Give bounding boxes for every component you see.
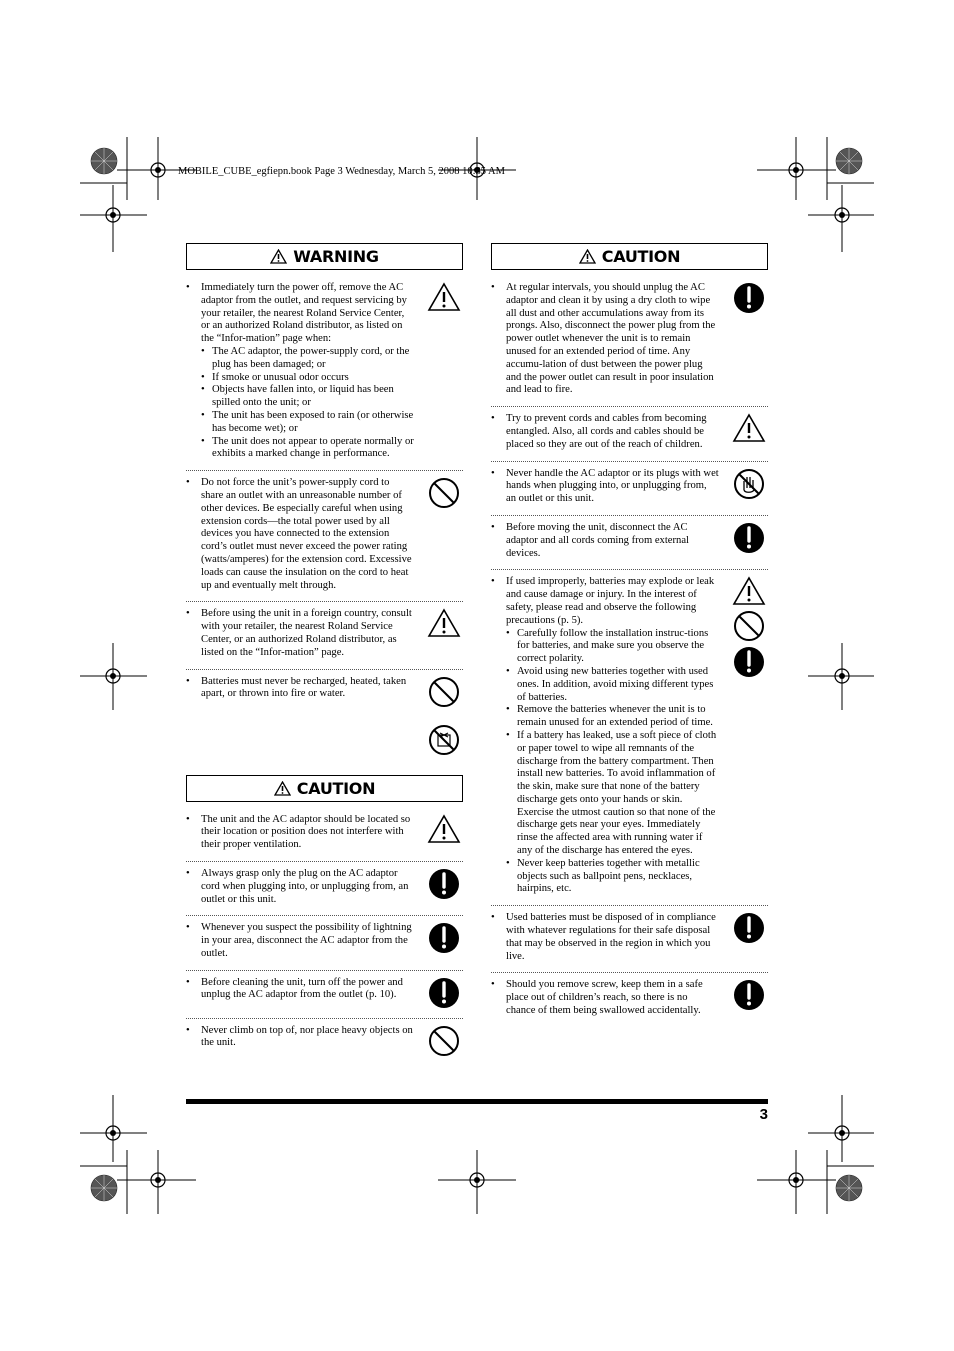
prohibition-icon	[428, 477, 460, 509]
caution-item-text: Never climb on top of, nor place heavy objects on the unit.	[201, 1024, 413, 1049]
sub-bullet: If smoke or unusual odor occurs	[212, 371, 349, 383]
caution-heading-left	[186, 775, 463, 802]
caution-item: • Before moving the unit, disconnect the AC adaptor and all cords coming from external devices.	[491, 516, 768, 570]
warning-item-text: Before using the unit in a foreign country, consult with your retailer, the nearest Roland Service Center, or an authorized Roland distributor, as listed on the “Infor-mation” page.	[201, 608, 412, 658]
caution-item-text: Used batteries must be disposed of in compliance with whatever regulations for their safe disposal that may be observed in the region in which you live.	[506, 912, 716, 962]
sub-bullet: Never keep batteries together with metallic objects such as ballpoint pens, necklaces, hairpins, etc.	[517, 857, 700, 895]
caution-item: • Before cleaning the unit, turn off the power and unplug the AC adaptor from the outlet (p. 10).	[186, 971, 463, 1019]
mandatory-action-icon	[733, 282, 765, 314]
warning-item: • Do not force the unit’s power-supply cord to share an outlet with an unreasonable number of other devices. Be especially careful when using extension cords—the total power used by all devices you have connected to the extension cord’s outlet must never exceed the power rating (watts/amperes) for the extension cord. Excessive loads can cause the insulation on the cord to heat up and eventually melt through.	[186, 471, 463, 602]
sub-bullet: Avoid using new batteries together with used ones. In addition, avoid mixing different types of batteries.	[517, 665, 714, 703]
caution-triangle-icon	[427, 282, 461, 312]
prohibition-icon	[428, 1025, 460, 1057]
caution-triangle-icon	[427, 608, 461, 638]
left-column	[186, 243, 463, 1066]
caution-item: • Never handle the AC adaptor or its plugs with wet hands when plugging into, or unplugging from, an outlet or this unit.	[491, 462, 768, 516]
caution-item-text: Before moving the unit, disconnect the AC adaptor and all cords coming from external devices.	[506, 521, 689, 559]
warning-item-text: Do not force the unit’s power-supply cord to share an outlet with an unreasonable number of other devices. Be especially careful when using extension cords—the total power used by all devices you have connected to the extension cord’s outlet must never exceed the power rating (watts/amperes) for the extension cord. Excessive loads can cause the insulation on the cord to heat up and eventually melt through.	[201, 477, 412, 591]
caution-item: • Never climb on top of, nor place heavy objects on the unit.	[186, 1019, 463, 1066]
caution-item: • Whenever you suspect the possibility of lightning in your area, disconnect the AC adaptor from the outlet.	[186, 916, 463, 970]
warning-title: WARNING	[293, 247, 379, 266]
caution-item-text: The unit and the AC adaptor should be located so their location or position does not interfere with their proper ventilation.	[201, 813, 411, 851]
caution-item: • If used improperly, batteries may explode or leak and cause damage or injury. In the interest of safety, please read and observe the following precautions (p. 5). • Carefully follow the installation instruc-tions for batteries, and make sure you observe the correct polarity. • Avoid using new batteries together with used ones. In addition, avoid mixing different types of batteries. • Remove the batteries whenever the unit is to remain unused for an extended period of time. • If a battery has leaked, use a soft piece of cloth or paper towel to wipe all remnants of the discharge from the battery compartment. Then install new batteries. To avoid inflammation of the skin, make sure that none of the battery discharge gets onto your hands or skin. Exercise the utmost caution so that none of the discharge gets near your eyes. Immediately rinse the affected area with running water if any of the discharge has entered the eyes. • Never keep batteries together with metallic objects such as ballpoint pens, necklaces, hairpins, etc.	[491, 570, 768, 906]
right-column	[491, 243, 768, 1027]
book-file-info: MOBILE_CUBE_egfiepn.book Page 3 Wednesday, March 5, 2008 10:35 AM	[178, 166, 505, 177]
caution-heading-right	[491, 243, 768, 270]
prohibition-icon	[733, 610, 765, 642]
caution-item-text: Always grasp only the plug on the AC adaptor cord when plugging into, or unplugging from, an outlet or this unit.	[201, 867, 409, 905]
caution-item-text: Before cleaning the unit, turn off the power and unplug the AC adaptor from the outlet (p. 10).	[201, 976, 403, 1001]
caution-item: • Try to prevent cords and cables from becoming entangled. Also, all cords and cables should be placed so they are out of the reach of children.	[491, 407, 768, 461]
warning-item-text: Immediately turn the power off, remove the AC adaptor from the outlet, and request servicing by your retailer, the nearest Roland Service Center, or an authorized Roland distributor, as listed on the “Infor-mation” page when:	[201, 282, 407, 345]
footer-rule	[186, 1099, 768, 1104]
no-wet-hands-icon	[733, 468, 765, 500]
sub-bullet: The unit does not appear to operate normally or exhibits a marked change in performance.	[212, 435, 414, 460]
sub-bullet: The AC adaptor, the power-supply cord, or the plug has been damaged; or	[212, 345, 410, 370]
warning-triangle-icon	[270, 249, 287, 264]
sub-bullet: Remove the batteries whenever the unit is to remain unused for an extended period of time.	[517, 704, 713, 729]
sub-bullet: Objects have fallen into, or liquid has been spilled onto the unit; or	[212, 384, 394, 409]
caution-item-text: At regular intervals, you should unplug the AC adaptor and clean it by using a dry cloth to wipe all dust and other accumulations away from its prongs. Also, disconnect the power plug from the power outlet whenever the unit is to remain unused for an extended period of time. Any accumu-lation of dust between the power plug and the power outlet can result in poor insulation and lead to fire.	[506, 282, 716, 396]
mandatory-action-icon	[733, 979, 765, 1011]
caution-item-text: If used improperly, batteries may explode or leak and cause damage or injury. In the interest of safety, please read and observe the following precautions (p. 5).	[506, 576, 715, 626]
sub-bullet: Carefully follow the installation instruc-tions for batteries, and make sure you observe the correct polarity.	[517, 627, 709, 665]
mandatory-action-icon	[428, 977, 460, 1009]
caution-item: • Used batteries must be disposed of in compliance with whatever regulations for their safe disposal that may be observed in the region in which you live.	[491, 906, 768, 973]
caution-item-text: Should you remove screw, keep them in a safe place out of children’s reach, so there is no chance of them being swallowed accidentally.	[506, 979, 703, 1017]
caution-item-text: Whenever you suspect the possibility of lightning in your area, disconnect the AC adaptor from the outlet.	[201, 922, 412, 959]
caution-triangle-icon	[732, 413, 766, 443]
caution-triangle-icon	[732, 576, 766, 606]
caution-item-text: Never handle the AC adaptor or its plugs with wet hands when plugging into, or unplugging from, an outlet or this unit.	[506, 467, 719, 505]
caution-item: • Always grasp only the plug on the AC adaptor cord when plugging into, or unplugging from, an outlet or this unit.	[186, 862, 463, 916]
page-number: 3	[759, 1106, 768, 1123]
no-disassembly-icon	[428, 724, 460, 756]
caution-title: CAUTION	[601, 247, 681, 266]
warning-item-text: Batteries must never be recharged, heated, taken apart, or thrown into fire or water.	[201, 675, 407, 700]
warning-heading	[186, 243, 463, 270]
mandatory-action-icon	[428, 868, 460, 900]
caution-item: • The unit and the AC adaptor should be located so their location or position does not interfere with their proper ventilation.	[186, 808, 463, 862]
warning-item: • Batteries must never be recharged, heated, taken apart, or thrown into fire or water.	[186, 670, 463, 765]
caution-item: • At regular intervals, you should unplug the AC adaptor and clean it by using a dry cloth to wipe all dust and other accumulations away from its prongs. Also, disconnect the power plug from the power outlet whenever the unit is to remain unused for an extended period of time. Any accumu-lation of dust between the power plug and the power outlet can result in poor insulation and lead to fire.	[491, 276, 768, 407]
prohibition-icon	[428, 676, 460, 708]
warning-item: • Immediately turn the power off, remove the AC adaptor from the outlet, and request servicing by your retailer, the nearest Roland Service Center, or an authorized Roland distributor, as listed on the “Infor-mation” page when: • The AC adaptor, the power-supply cord, or the plug has been damaged; or • If smoke or unusual odor occurs • Objects have fallen into, or liquid has been spilled onto the unit; or • The unit has been exposed to rain (or otherwise has become wet); or • The unit does not appear to operate normally or exhibits a marked change in performance.	[186, 276, 463, 471]
sub-bullet: The unit has been exposed to rain (or otherwise has become wet); or	[212, 409, 414, 434]
caution-item: • Should you remove screw, keep them in a safe place out of children’s reach, so there is no chance of them being swallowed accidentally.	[491, 973, 768, 1026]
mandatory-action-icon	[733, 646, 765, 678]
warning-item: • Before using the unit in a foreign country, consult with your retailer, the nearest Roland Service Center, or an authorized Roland distributor, as listed on the “Infor-mation” page.	[186, 602, 463, 669]
caution-item-text: Try to prevent cords and cables from becoming entangled. Also, all cords and cables should be placed so they are out of the reach of children.	[506, 413, 707, 450]
caution-title: CAUTION	[296, 778, 376, 798]
caution-small-triangle-icon	[579, 249, 596, 264]
mandatory-action-icon	[733, 522, 765, 554]
mandatory-action-icon	[428, 922, 460, 954]
caution-small-triangle-icon	[274, 781, 291, 796]
sub-bullet: If a battery has leaked, use a soft piece of cloth or paper towel to wipe all remnants of the discharge from the battery compartment. Then install new batteries. To avoid inflammation of the skin, make sure that none of the battery discharge gets onto your hands or skin. Exercise the utmost caution so that none of the discharge gets near your eyes. Immediately rinse the affected area with running water if any of the discharge has entered the eyes.	[517, 729, 717, 857]
mandatory-action-icon	[733, 912, 765, 944]
caution-triangle-icon	[427, 814, 461, 844]
